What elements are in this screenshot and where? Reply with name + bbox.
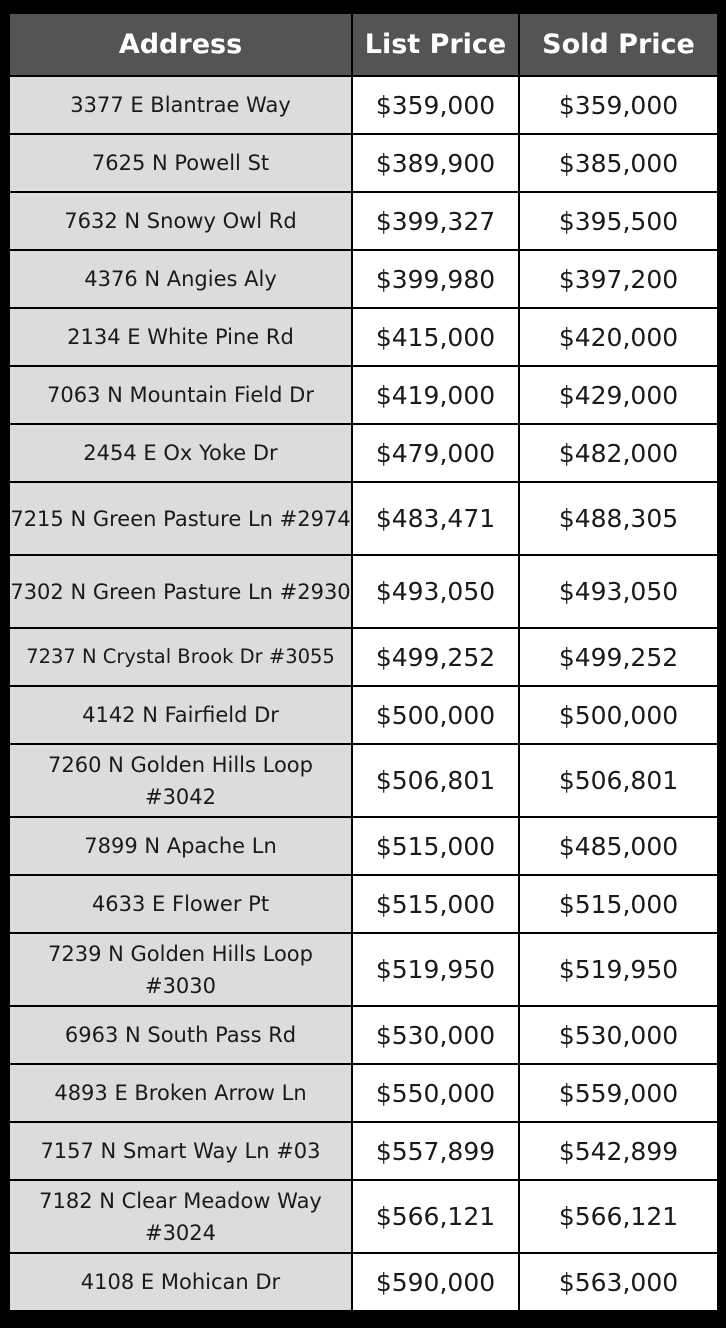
list-price-cell: $483,471 (351, 481, 518, 554)
sold-price-cell: $499,252 (518, 627, 717, 685)
table-row (10, 874, 717, 932)
address-cell: 4376 N Angies Aly (10, 249, 351, 307)
sold-price-cell: $395,500 (518, 191, 717, 249)
sold-price-cell: $488,305 (518, 481, 717, 554)
sold-price-cell: $482,000 (518, 423, 717, 481)
table-row (10, 816, 717, 874)
table-row (10, 249, 717, 307)
address-cell: 7302 N Green Pasture Ln #2930 (10, 554, 351, 627)
header-sold-price: Sold Price (518, 14, 717, 75)
sold-price-cell: $359,000 (518, 75, 717, 133)
list-price-cell: $557,899 (351, 1121, 518, 1179)
header-address: Address (10, 14, 351, 75)
header-row (10, 14, 717, 75)
list-price-cell: $499,252 (351, 627, 518, 685)
sold-price-cell: $530,000 (518, 1005, 717, 1063)
address-cell: 7260 N Golden Hills Loop #3042 (10, 743, 351, 816)
table-row (10, 932, 717, 1005)
address-cell: 7215 N Green Pasture Ln #2974 (10, 481, 351, 554)
sold-price-cell: $420,000 (518, 307, 717, 365)
sales-table-frame (10, 14, 717, 1307)
list-price-cell: $399,327 (351, 191, 518, 249)
address-cell: 2454 E Ox Yoke Dr (10, 423, 351, 481)
sold-price-cell: $385,000 (518, 133, 717, 191)
list-price-cell: $500,000 (351, 685, 518, 743)
table-row (10, 554, 717, 627)
table-row (10, 133, 717, 191)
sold-price-cell: $515,000 (518, 874, 717, 932)
sold-price-cell: $559,000 (518, 1063, 717, 1121)
address-cell: 7239 N Golden Hills Loop #3030 (10, 932, 351, 1005)
table-row (10, 627, 717, 685)
list-price-cell: $550,000 (351, 1063, 518, 1121)
table-row (10, 75, 717, 133)
table-row (10, 307, 717, 365)
sales-table (10, 14, 717, 1310)
table-row (10, 1005, 717, 1063)
table-row (10, 191, 717, 249)
address-cell: 7157 N Smart Way Ln #03 (10, 1121, 351, 1179)
address-cell: 7632 N Snowy Owl Rd (10, 191, 351, 249)
sold-price-cell: $519,950 (518, 932, 717, 1005)
sold-price-cell: $429,000 (518, 365, 717, 423)
table-row (10, 685, 717, 743)
table-row (10, 1121, 717, 1179)
address-cell: 3377 E Blantrae Way (10, 75, 351, 133)
address-cell: 4142 N Fairfield Dr (10, 685, 351, 743)
sold-price-cell: $493,050 (518, 554, 717, 627)
list-price-cell: $530,000 (351, 1005, 518, 1063)
list-price-cell: $515,000 (351, 816, 518, 874)
table-row (10, 365, 717, 423)
list-price-cell: $566,121 (351, 1179, 518, 1252)
sold-price-cell: $397,200 (518, 249, 717, 307)
sold-price-cell: $500,000 (518, 685, 717, 743)
address-cell: 7899 N Apache Ln (10, 816, 351, 874)
sold-price-cell: $506,801 (518, 743, 717, 816)
address-cell: 6963 N South Pass Rd (10, 1005, 351, 1063)
list-price-cell: $419,000 (351, 365, 518, 423)
list-price-cell: $506,801 (351, 743, 518, 816)
address-cell: 4108 E Mohican Dr (10, 1252, 351, 1310)
list-price-cell: $415,000 (351, 307, 518, 365)
sold-price-cell: $542,899 (518, 1121, 717, 1179)
sold-price-cell: $566,121 (518, 1179, 717, 1252)
list-price-cell: $359,000 (351, 75, 518, 133)
address-cell: 7237 N Crystal Brook Dr #3055 (10, 627, 351, 685)
list-price-cell: $399,980 (351, 249, 518, 307)
address-cell: 7625 N Powell St (10, 133, 351, 191)
table-row (10, 1179, 717, 1252)
list-price-cell: $519,950 (351, 932, 518, 1005)
table-body (10, 75, 717, 1310)
table-row (10, 743, 717, 816)
list-price-cell: $479,000 (351, 423, 518, 481)
sold-price-cell: $563,000 (518, 1252, 717, 1310)
list-price-cell: $515,000 (351, 874, 518, 932)
address-cell: 7063 N Mountain Field Dr (10, 365, 351, 423)
sold-price-cell: $485,000 (518, 816, 717, 874)
list-price-cell: $389,900 (351, 133, 518, 191)
address-cell: 2134 E White Pine Rd (10, 307, 351, 365)
address-cell: 4633 E Flower Pt (10, 874, 351, 932)
header-list-price: List Price (351, 14, 518, 75)
table-row (10, 481, 717, 554)
table-row (10, 1063, 717, 1121)
table-row (10, 423, 717, 481)
address-cell: 7182 N Clear Meadow Way #3024 (10, 1179, 351, 1252)
list-price-cell: $493,050 (351, 554, 518, 627)
list-price-cell: $590,000 (351, 1252, 518, 1310)
address-cell: 4893 E Broken Arrow Ln (10, 1063, 351, 1121)
table-row (10, 1252, 717, 1310)
